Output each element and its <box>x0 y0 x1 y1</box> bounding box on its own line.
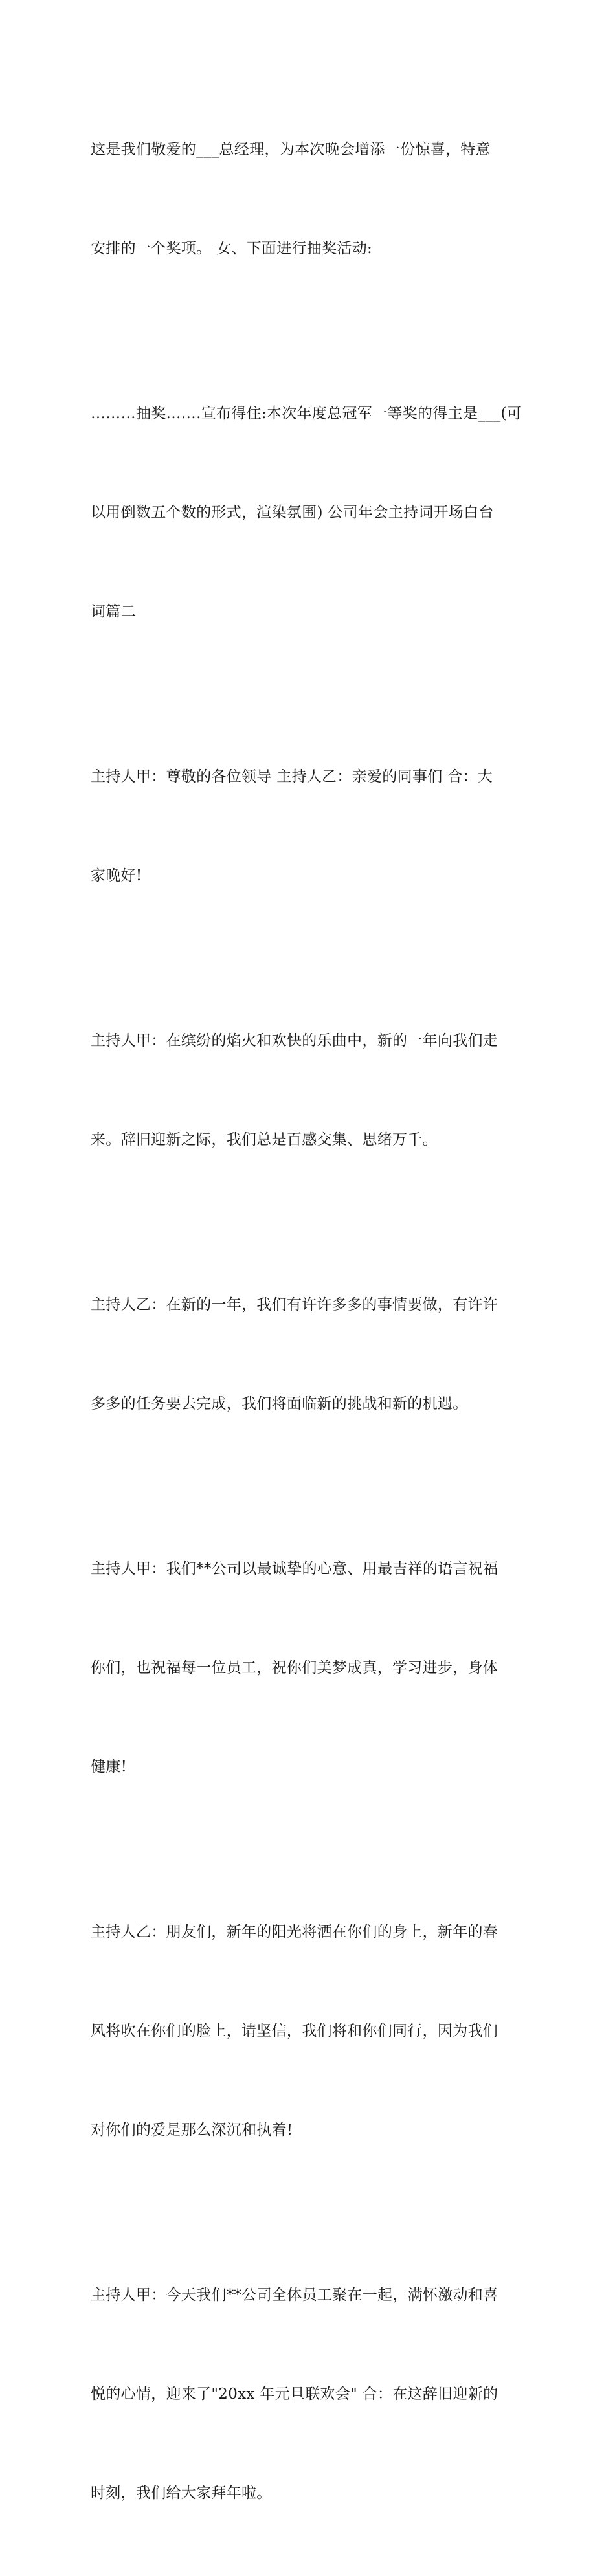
text-line: 对你们的爱是那么深沉和执着! <box>91 2122 293 2138</box>
paragraph-8 <box>91 2213 531 2576</box>
text-line: 主持人甲：尊敬的各位领导 主持人乙：亲爱的同事们 合：大 <box>91 768 493 785</box>
text-line: 主持人甲：今天我们**公司全体员工聚在一起，满怀激动和喜 <box>91 2287 498 2304</box>
text-line: 词篇二 <box>91 603 136 620</box>
paragraph-3 <box>91 694 531 959</box>
text-line: 你们，也祝福每一位员工，祝你们美梦成真，学习进步，身体 <box>91 1660 498 1676</box>
text-line: 主持人乙：在新的一年，我们有许许多多的事情要做，有许许 <box>91 1296 498 1313</box>
document-body <box>91 67 531 2576</box>
text-line: 这是我们敬爱的___总经理，为本次晚会增添一份惊喜，特意 <box>91 141 491 158</box>
paragraph-7 <box>91 1850 531 2213</box>
text-line: 来。辞旧迎新之际，我们总是百感交集、思绪万千。 <box>91 1131 438 1148</box>
paragraph-2 <box>91 331 531 694</box>
text-line: 安排的一个奖项。 女、下面进行抽奖活动: <box>91 240 373 257</box>
paragraph-4 <box>91 959 531 1223</box>
text-line: 主持人乙：朋友们，新年的阳光将洒在你们的身上，新年的春 <box>91 1924 498 1940</box>
text-line: 家晚好! <box>91 867 142 884</box>
text-line: 悦的心情，迎来了"20xx 年元旦联欢会" 合：在这辞旧迎新的 <box>91 2386 498 2403</box>
paragraph-5 <box>91 1223 531 1487</box>
text-line: 主持人甲：我们**公司以最诚挚的心意、用最吉祥的语言祝福 <box>91 1560 498 1577</box>
paragraph-1 <box>91 67 531 331</box>
text-line: 风将吹在你们的脸上，请坚信，我们将和你们同行，因为我们 <box>91 2023 498 2039</box>
text-line: 健康! <box>91 1759 128 1775</box>
text-line: 多多的任务要去完成，我们将面临新的挑战和新的机遇。 <box>91 1395 468 1412</box>
paragraph-6 <box>91 1487 531 1850</box>
text-line: 主持人甲：在缤纷的焰火和欢快的乐曲中，新的一年向我们走 <box>91 1032 498 1049</box>
text-line: 时刻，我们给大家拜年啦。 <box>91 2485 272 2502</box>
text-line: 以用倒数五个数的形式，渲染氛围) 公司年会主持词开场白台 <box>91 504 494 521</box>
text-line: ………抽奖…….宣布得住:本次年度总冠军一等奖的得主是___(可 <box>91 405 522 422</box>
